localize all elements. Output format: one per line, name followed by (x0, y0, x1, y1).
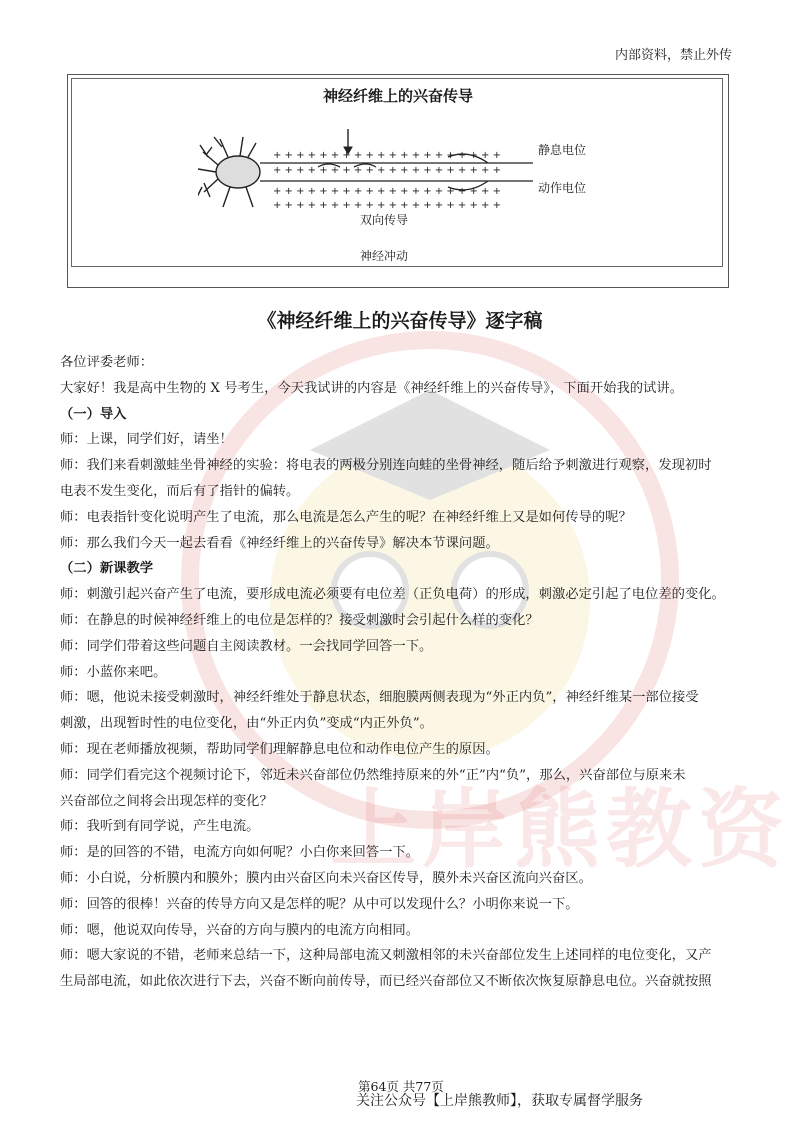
neuron-cell-body (198, 137, 260, 207)
text-line: 兴奋部位之间将会出现怎样的变化？ (60, 793, 273, 809)
text-line: 师：同学们带着这些问题自主阅读教材。一会找同学回答一下。 (60, 638, 433, 654)
svg-text:+ + + + + + + + + + + + + + +: + + + + + + + + + + + + + + + + + + + + (273, 165, 501, 176)
text-line: 电表不发生变化，而后有了指针的偏转。 (60, 483, 300, 499)
section-heading: （二）新课教学 (60, 561, 154, 577)
text-line: 师：上课，同学们好，请坐！ (60, 432, 233, 448)
text-line: 师：刺激引起兴奋产生了电流，要形成电流必须要有电位差（正负电荷）的形成，刺激必定引起了电位差的变化。 (60, 587, 725, 603)
text-line: 师：小白说，分析膜内和膜外；膜内由兴奋区向未兴奋区传导，膜外未兴奋区流向兴奋区。 (60, 870, 592, 886)
text-line: 师：电表指针变化说明产生了电流，那么电流是怎么产生的呢？在神经纤维上又是如何传导的呢？ (60, 509, 632, 525)
label-nerve-impulse: 神经冲动 (360, 249, 409, 263)
svg-text:+ + + + + + + + + + + + + + +: + + + + + + + + + + + + + + + + + + + + (273, 200, 501, 211)
text-line: 大家好！我是高中生物的 X 号考生，今天我试讲的内容是《神经纤维上的兴奋传导》，下面开始我的试讲。 (60, 380, 683, 396)
text-line: 师：是的回答的不错，电流方向如何呢？小白你来回答一下。 (60, 845, 420, 861)
text-line: 生局部电流，如此依次进行下去，兴奋不断向前传导，而已经兴奋部位又不断依次恢复原静息电位。兴奋就按照 (60, 974, 712, 990)
label-action-potential: 动作电位 (538, 181, 587, 195)
transcript-body (60, 350, 790, 995)
label-bidirectional: 双向传导 (360, 213, 409, 227)
confidential-label: 内部资料，禁止外传 (614, 48, 732, 63)
text-line: 师：现在老师播放视频，帮助同学们理解静息电位和动作电位产生的原因。 (60, 741, 499, 757)
text-line: 师：回答的很棒！兴奋的传导方向又是怎样的呢？从中可以发现什么？小明你来说一下。 (60, 896, 579, 912)
svg-text:+ + + + + + + + + + + + + + +: + + + + + + + + + + + + + + + + + + + + (273, 186, 501, 197)
text-line: 刺激，出现暂时性的电位变化，由“外正内负”变成“内正外负”。 (60, 716, 433, 732)
page-number: 第64页 共77页 (358, 1079, 444, 1094)
text-line: 师：嗯大家说的不错，老师来总结一下，这种局部电流又刺激相邻的未兴奋部位发生上述同样的电位变化，又产 (60, 948, 712, 964)
footer-promo: 关注公众号【上岸熊教师】，获取专属督学服务 (356, 1093, 643, 1109)
svg-text:+ + + + + + + + + + + + + + +: + + + + + + + + + + + + + + + + + + + + (273, 150, 501, 161)
text-line: 师：我们来看刺激蛙坐骨神经的实验：将电表的两极分别连向蛙的坐骨神经，随后给予刺激进行观察，发现初时 (60, 458, 712, 474)
text-line: 各位评委老师： (60, 355, 154, 370)
document-title: 《神经纤维上的兴奋传导》逐字稿 (257, 310, 543, 332)
text-line: 师：小蓝你来吧。 (60, 664, 167, 680)
text-line: 师：嗯，他说双向传导，兴奋的方向与膜内的电流方向相同。 (60, 922, 420, 938)
text-line: 师：嗯，他说未接受刺激时，神经纤维处于静息状态，细胞膜两侧表现为“外正内负”，神经纤维某一部位接受 (60, 690, 699, 706)
text-line: 师：同学们看完这个视频讨论下，邻近未兴奋部位仍然维持原来的外“正”内“负”，那么，兴奋部位与原来未 (60, 767, 686, 783)
nerve-fiber-diagram (198, 127, 538, 217)
figure-frame (67, 74, 729, 288)
watermark-text: 上岸熊教资 (330, 780, 790, 880)
text-line: 师：我听到有同学说，产生电流。 (60, 819, 260, 835)
text-line: 师：在静息的时候神经纤维上的电位是怎样的？接受刺激时会引起什么样的变化？ (60, 612, 539, 628)
section-heading: （一）导入 (60, 406, 127, 422)
text-line: 师：那么我们今天一起去看看《神经纤维上的兴奋传导》解决本节课问题。 (60, 535, 499, 551)
label-resting-potential: 静息电位 (538, 143, 587, 157)
figure-title: 神经纤维上的兴奋传导 (322, 87, 473, 105)
